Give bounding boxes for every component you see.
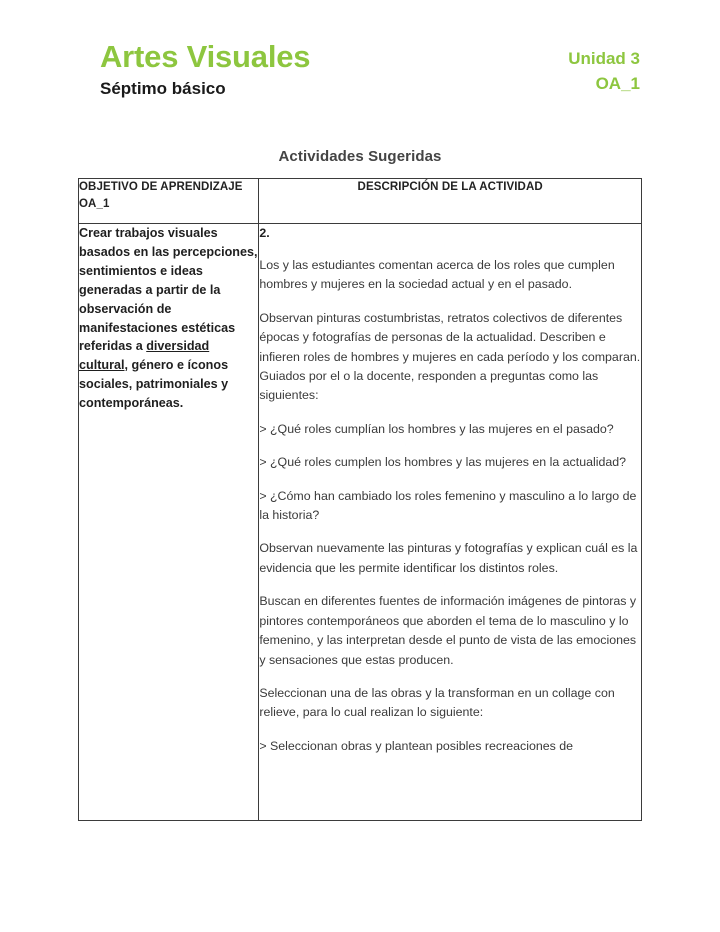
activity-number: 2.: [259, 226, 270, 240]
column-header-description: DESCRIPCIÓN DE LA ACTIVIDAD: [259, 179, 642, 224]
section-title: Actividades Sugeridas: [278, 148, 442, 165]
table-header-row: [79, 179, 642, 224]
activity-paragraph: Seleccionan una de las obras y la transforman en un collage con relieve, para lo cual realizan lo siguiente:: [259, 685, 615, 720]
objective-text-part2: , género e íconos sociales, patrimoniales y contemporáneas.: [79, 358, 229, 411]
objective-text-underlined: diversidad cultural: [79, 339, 210, 373]
activities-table: [78, 178, 642, 821]
activity-question: > ¿Qué roles cumplían los hombres y las mujeres en el pasado?: [259, 421, 614, 436]
objective-text: [79, 224, 258, 413]
table-row: [79, 224, 642, 821]
objective-cell: [79, 224, 259, 821]
header-right-block: [568, 46, 640, 96]
activities-table-wrapper: [78, 178, 642, 821]
unit-label: Unidad 3: [568, 49, 640, 68]
description-cell: [259, 224, 642, 821]
column-header-objective: OBJETIVO DE APRENDIZAJE OA_1: [79, 179, 259, 224]
document-header: [100, 38, 640, 118]
activity-paragraph: Observan pinturas costumbristas, retratos colectivos de diferentes épocas y fotografías de personas de la actualidad. Describen e infieren roles de hombres y mujeres en cada período y los comparan. Guiados por el o la docente, responden a preguntas como las siguientes:: [259, 310, 641, 403]
page-title: Artes Visuales: [100, 39, 311, 74]
activity-paragraph: Los y las estudiantes comentan acerca de los roles que cumplen hombres y mujeres en la sociedad actual y en el pasado.: [259, 258, 615, 292]
activity-question: > ¿Qué roles cumplen los hombres y las mujeres en la actualidad?: [259, 455, 627, 470]
header-left-block: [100, 38, 310, 100]
objective-text-part1: Crear trabajos visuales basados en las percepciones, sentimientos e ideas generadas a partir de la observación de manifestaciones estéticas referidas a: [79, 226, 258, 354]
activity-paragraph: Observan nuevamente las pinturas y fotografías y explican cuál es la evidencia que les permite identificar los distintos roles.: [259, 541, 638, 575]
activity-bullet: > Seleccionan obras y plantean posibles recreaciones de: [259, 738, 574, 753]
activity-question: > ¿Cómo han cambiado los roles femenino y masculino a lo largo de la historia?: [259, 488, 637, 523]
activity-paragraph: Buscan en diferentes fuentes de información imágenes de pintoras y pintores contemporáneos que aborden el tema de lo masculino y lo femenino, y las interpretan desde el punto de vista de las emociones y sensaciones que estas producen.: [259, 594, 637, 667]
grade-level-subtitle: Séptimo básico: [100, 79, 226, 98]
oa-code-label: OA_1: [595, 74, 640, 93]
